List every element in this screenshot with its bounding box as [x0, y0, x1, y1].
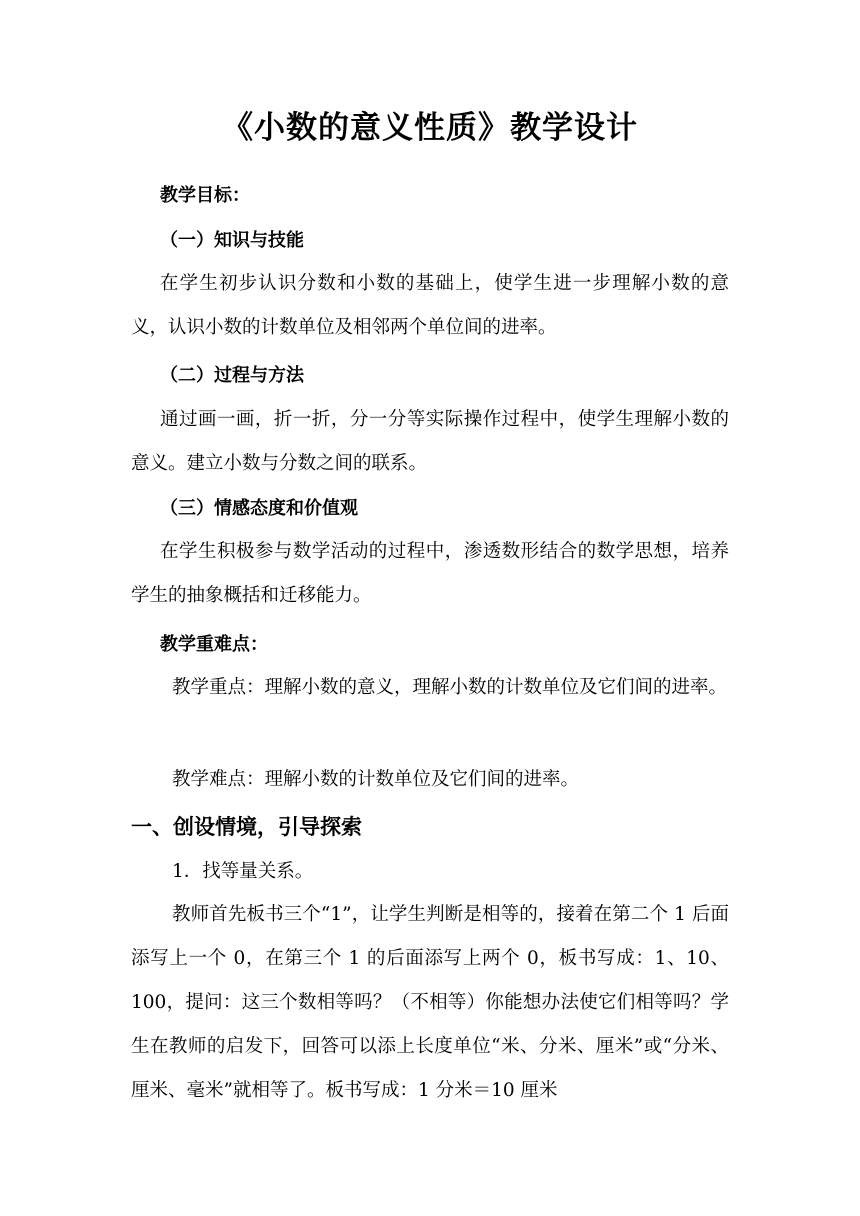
step-one-paragraph: 教师首先板书三个“1”，让学生判断是相等的，接着在第二个 1 后面添写上一个 0，在第三个 1 的后面添写上两个 0，板书写成：1、10、100，提问：这三个数相等吗？（不相等）你能想办法使它们相等吗？学生在教师的启发下，回答可以添上长度单位“米、分米、厘米”或“分米、厘米、毫米”就相等了。板书写成：1 分米＝10 厘米	[131, 904, 729, 1101]
knowledge-paragraph: 在学生初步认识分数和小数的基础上，使学生进一步理解小数的意义，认识小数的计数单位及相邻两个单位间的进率。	[131, 273, 729, 338]
emotion-paragraph: 在学生积极参与数学活动的过程中，渗透数形结合的数学思想，培养学生的抽象概括和迁移能力。	[131, 541, 729, 606]
key-points-heading: 教学重难点：	[160, 634, 268, 655]
step-one-label: 1．找等量关系。	[172, 861, 314, 882]
knowledge-heading: （一）知识与技能	[160, 230, 304, 251]
difficult-point-paragraph: 教学难点：理解小数的计数单位及它们间的进率。	[172, 769, 580, 790]
process-heading: （二）过程与方法	[160, 365, 304, 386]
document-title: 《小数的意义性质》教学设计	[222, 110, 638, 146]
emotion-heading: （三）情感态度和价值观	[160, 498, 358, 519]
process-paragraph: 通过画一画，折一折，分一分等实际操作过程中，使学生理解小数的意义。建立小数与分数之间的联系。	[131, 409, 729, 474]
section-one-heading: 一、创设情境，引导探索	[131, 815, 362, 839]
objectives-heading: 教学目标：	[160, 185, 250, 206]
key-point-paragraph: 教学重点：理解小数的意义，理解小数的计数单位及它们间的进率。	[172, 677, 728, 698]
